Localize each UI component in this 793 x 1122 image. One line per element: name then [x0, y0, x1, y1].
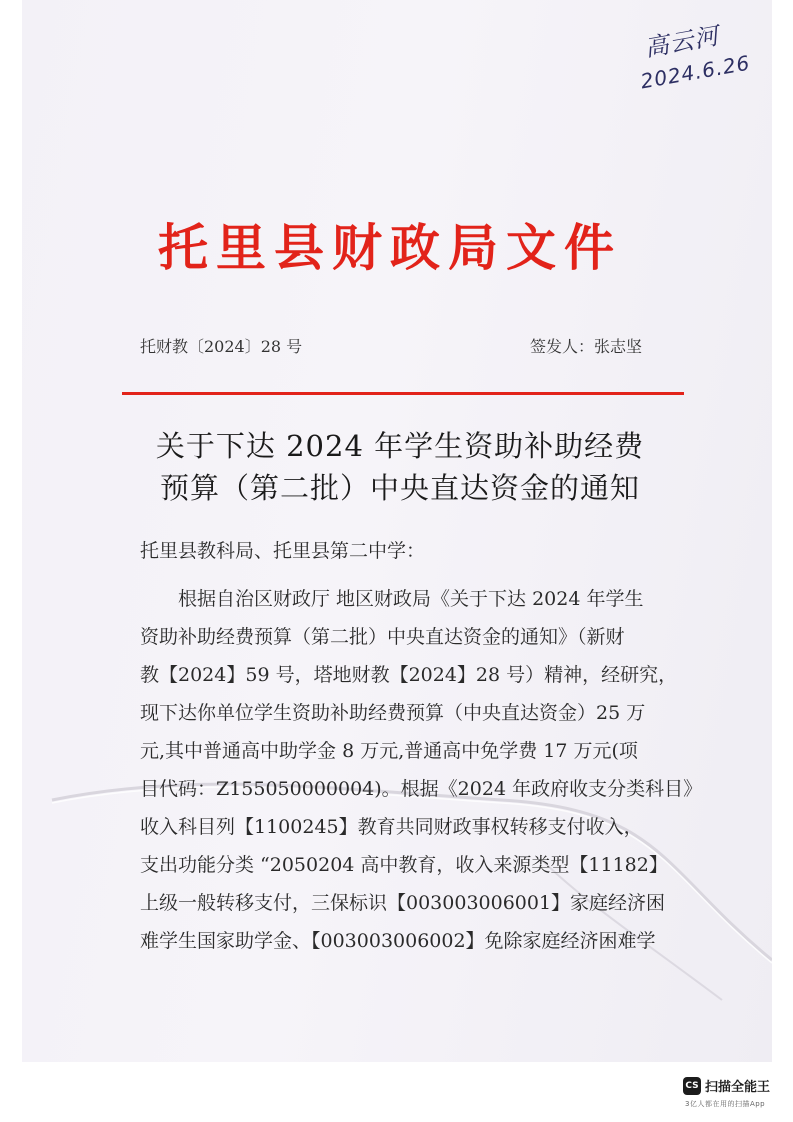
body-line: 收入科目列【1100245】教育共同财政事权转移支付收入，	[140, 816, 643, 838]
body-line: 目代码：Z155050000004)。根据《2024 年政府收支分类科目》	[140, 778, 703, 800]
body-line: 上级一般转移支付，三保标识【003003006001】家庭经济困	[140, 892, 666, 914]
body-line: 根据自治区财政厅 地区财政局《关于下达 2024 年学生	[140, 588, 644, 610]
red-divider-line	[122, 392, 684, 395]
body-line: 难学生国家助学金、【003003006002】免除家庭经济困难学	[140, 930, 656, 952]
camscanner-watermark	[683, 1075, 793, 1115]
body-line: 教【2024】59 号，塔地财教【2024】28 号）精神，经研究，	[140, 664, 678, 686]
notice-title-line-1: 关于下达 2024 年学生资助补助经费	[155, 429, 645, 463]
body-line: 现下达你单位学生资助补助经费预算（中央直达资金）25 万	[140, 702, 646, 724]
document-header-title: 托里县财政局文件	[158, 218, 622, 277]
body-line: 资助补助经费预算（第二批）中央直达资金的通知》（新财	[140, 626, 625, 648]
document-number: 托财教〔2024〕28 号	[140, 337, 303, 356]
camscanner-app-name: 扫描全能王	[705, 1080, 771, 1095]
handwritten-date: 2024.6.26	[638, 50, 753, 94]
camscanner-tagline: 3亿人都在用的扫描App	[685, 1100, 766, 1108]
notice-title-line-2: 预算（第二批）中央直达资金的通知	[159, 471, 640, 505]
camscanner-logo-icon: CS	[683, 1077, 701, 1095]
body-line: 支出功能分类 “2050204 高中教育，收入来源类型【11182】	[140, 854, 668, 876]
handwritten-annotation	[622, 18, 772, 98]
body-line: 元,其中普通高中助学金 8 万元,普通高中免学费 17 万元(项	[140, 740, 638, 762]
addressee: 托里县教科局、托里县第二中学：	[140, 540, 426, 562]
handwritten-name: 高云河	[642, 21, 722, 63]
signer: 签发人：张志坚	[530, 337, 643, 356]
